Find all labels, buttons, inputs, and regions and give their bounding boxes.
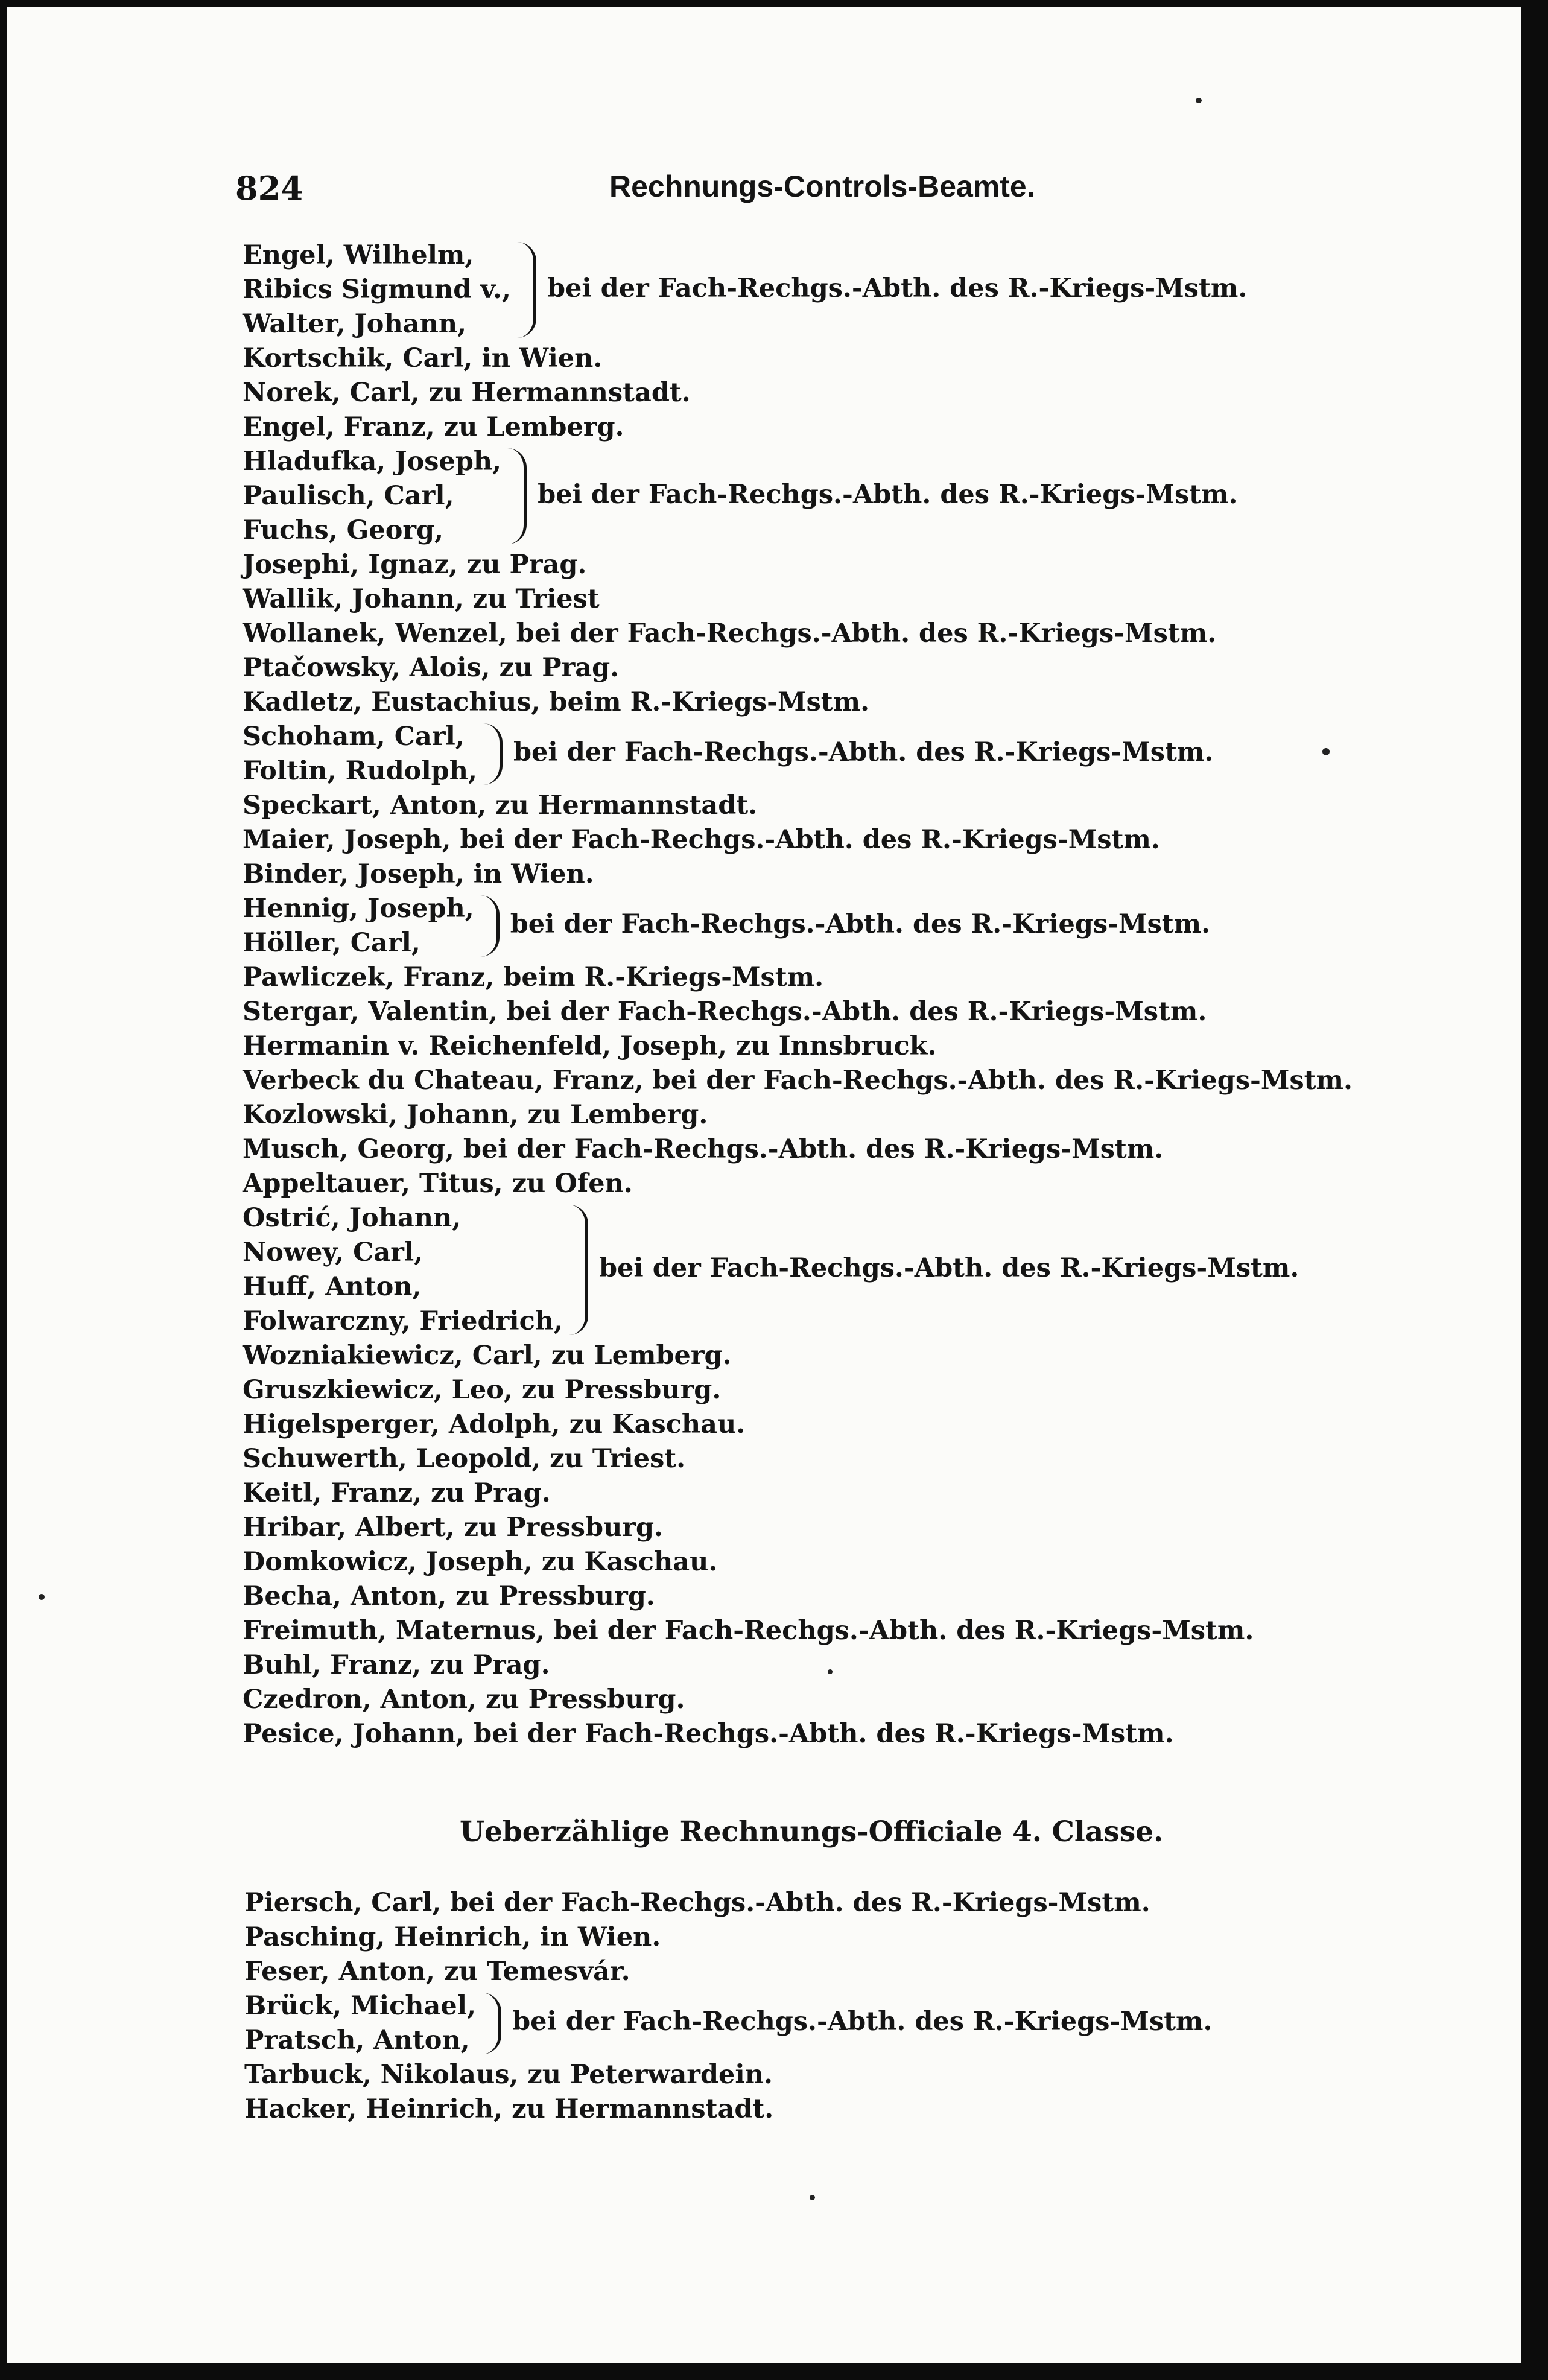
entry-name: Nowey, Carl, — [243, 1237, 423, 1268]
entry-group — [243, 720, 1353, 789]
entry-line: Pasching, Heinrich, in Wien. — [244, 1922, 661, 1952]
entry-name: Engel, Wilhelm, — [243, 240, 474, 270]
entry-line: Domkowicz, Joseph, zu Kaschau. — [243, 1547, 718, 1577]
entry-line: Feser, Anton, zu Temesvár. — [244, 1956, 630, 1987]
entry-line: Musch, Georg, bei der Fach-Rechgs.-Abth. des R.-Kriegs-Mstm. — [243, 1134, 1164, 1164]
entry-group — [243, 238, 1353, 341]
entry-line: Becha, Anton, zu Pressburg. — [243, 1581, 655, 1611]
entry-line: Keitl, Franz, zu Prag. — [243, 1478, 551, 1508]
entry-group — [244, 1989, 1213, 2058]
entry-line: Binder, Joseph, in Wien. — [243, 859, 594, 889]
entry-line: Speckart, Anton, zu Hermannstadt. — [243, 790, 758, 820]
entry-name: Walter, Johann, — [243, 309, 467, 339]
entry-line: Higelsperger, Adolph, zu Kaschau. — [243, 1409, 746, 1439]
entry-line: Appeltauer, Titus, zu Ofen. — [243, 1169, 633, 1199]
entry-group — [243, 892, 1353, 960]
running-head: Rechnungs-Controls-Beamte. — [609, 170, 1035, 203]
ink-speck — [39, 1594, 45, 1600]
entry-name: Schoham, Carl, — [243, 722, 465, 752]
entry-line: Hribar, Albert, zu Pressburg. — [243, 1512, 664, 1543]
ink-speck — [828, 1669, 833, 1674]
entry-name: Hennig, Joseph, — [243, 893, 474, 924]
entry-line: Schuwerth, Leopold, zu Triest. — [243, 1444, 686, 1474]
page-number: 824 — [235, 169, 303, 208]
entry-group — [243, 445, 1353, 548]
entry-line: Engel, Franz, zu Lemberg. — [243, 412, 624, 442]
entry-name: Ostrić, Johann, — [243, 1203, 462, 1233]
entry-name: Brück, Michael, — [244, 1991, 477, 2021]
entry-line: Gruszkiewicz, Leo, zu Pressburg. — [243, 1375, 722, 1405]
entry-name: Pratsch, Anton, — [244, 2025, 470, 2055]
group-location-note: bei der Fach-Rechgs.-Abth. des R.-Kriegs-Mstm. — [547, 273, 1248, 303]
group-location-note: bei der Fach-Rechgs.-Abth. des R.-Kriegs-Mstm. — [512, 2007, 1213, 2037]
entry-name: Fuchs, Georg, — [243, 515, 444, 545]
entry-name: Hladufka, Joseph, — [243, 446, 502, 477]
entry-name: Paulisch, Carl, — [243, 481, 454, 511]
entry-line: Czedron, Anton, zu Pressburg. — [243, 1684, 685, 1715]
section-title: Ueberzählige Rechnungs-Officiale 4. Classe. — [460, 1815, 1164, 1848]
entry-line: Wallik, Johann, zu Triest — [243, 584, 600, 614]
entry-line: Stergar, Valentin, bei der Fach-Rechgs.-Abth. des R.-Kriegs-Mstm. — [243, 997, 1207, 1027]
book-page — [7, 7, 1521, 2363]
entry-name: Ribics Sigmund v., — [243, 274, 511, 305]
staff-list — [243, 238, 1353, 1751]
entry-line: Piersch, Carl, bei der Fach-Rechgs.-Abth. des R.-Kriegs-Mstm. — [244, 1888, 1150, 1918]
entry-line: Hacker, Heinrich, zu Hermannstadt. — [244, 2094, 774, 2124]
group-location-note: bei der Fach-Rechgs.-Abth. des R.-Kriegs-Mstm. — [510, 909, 1211, 939]
entry-line: Tarbuck, Nikolaus, zu Peterwardein. — [244, 2060, 773, 2090]
staff-list-officials — [244, 1886, 1213, 2127]
entry-group — [243, 1201, 1353, 1339]
entry-line: Buhl, Franz, zu Prag. — [243, 1650, 550, 1680]
entry-line: Maier, Joseph, bei der Fach-Rechgs.-Abth. des R.-Kriegs-Mstm. — [243, 825, 1160, 855]
group-location-note: bei der Fach-Rechgs.-Abth. des R.-Kriegs-Mstm. — [538, 479, 1238, 510]
entry-name: Folwarczny, Friedrich, — [243, 1306, 563, 1336]
entry-name: Foltin, Rudolph, — [243, 756, 477, 786]
entry-line: Pawliczek, Franz, beim R.-Kriegs-Mstm. — [243, 962, 824, 992]
entry-line: Kozlowski, Johann, zu Lemberg. — [243, 1100, 708, 1130]
ink-speck — [810, 2195, 815, 2200]
entry-name: Huff, Anton, — [243, 1272, 422, 1302]
entry-line: Ptačowsky, Alois, zu Prag. — [243, 653, 620, 683]
ink-speck — [1196, 98, 1202, 103]
entry-line: Kortschik, Carl, in Wien. — [243, 343, 603, 373]
group-location-note: bei der Fach-Rechgs.-Abth. des R.-Kriegs-Mstm. — [513, 737, 1214, 767]
group-location-note: bei der Fach-Rechgs.-Abth. des R.-Kriegs-Mstm. — [598, 1253, 1299, 1283]
entry-line: Kadletz, Eustachius, beim R.-Kriegs-Mstm. — [243, 687, 870, 717]
entry-line: Freimuth, Maternus, bei der Fach-Rechgs.-Abth. des R.-Kriegs-Mstm. — [243, 1616, 1254, 1646]
entry-line: Norek, Carl, zu Hermannstadt. — [243, 378, 691, 408]
entry-name: Höller, Carl, — [243, 928, 420, 958]
entry-line: Wollanek, Wenzel, bei der Fach-Rechgs.-Abth. des R.-Kriegs-Mstm. — [243, 618, 1217, 649]
entry-line: Hermanin v. Reichenfeld, Joseph, zu Innsbruck. — [243, 1031, 937, 1061]
entry-line: Josephi, Ignaz, zu Prag. — [243, 550, 587, 580]
entry-line: Verbeck du Chateau, Franz, bei der Fach-Rechgs.-Abth. des R.-Kriegs-Mstm. — [243, 1065, 1353, 1096]
entry-line: Wozniakiewicz, Carl, zu Lemberg. — [243, 1341, 732, 1371]
entry-line: Pesice, Johann, bei der Fach-Rechgs.-Abth. des R.-Kriegs-Mstm. — [243, 1719, 1174, 1749]
